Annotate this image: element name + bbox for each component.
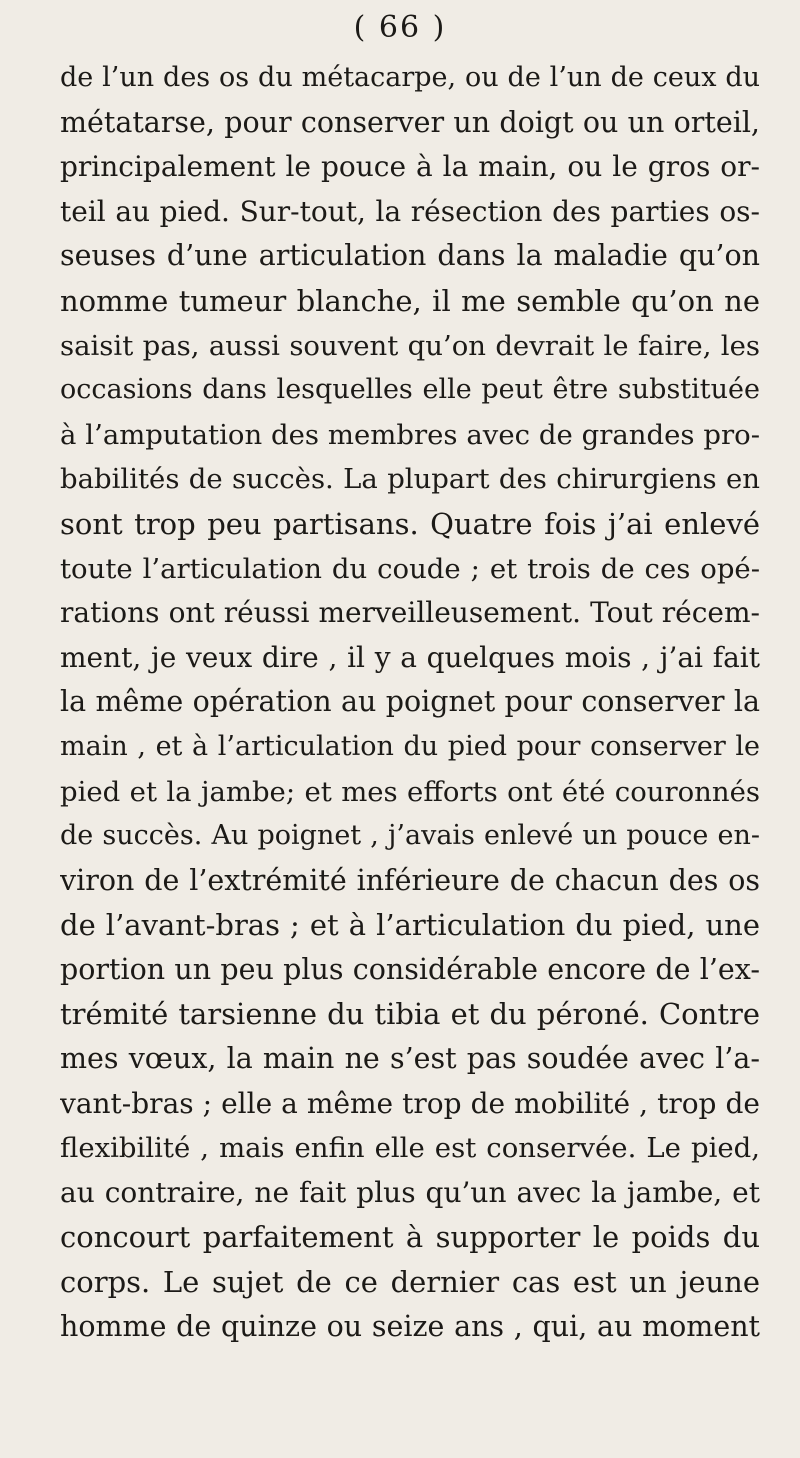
text-line-5: seuses d’une articulation dans la maladie qu’on bbox=[60, 239, 760, 273]
text-line-16: main , et à l’articulation du pied pour conserver le bbox=[60, 730, 760, 762]
page-number: ( 66 ) bbox=[353, 10, 447, 45]
text-line-27: concourt parfaitement à supporter le poids du bbox=[60, 1220, 760, 1255]
text-line-13: rations ont réussi merveilleusement. Tout récem- bbox=[60, 596, 760, 630]
text-line-3: principalement le pouce à la main, ou le gros or- bbox=[60, 150, 760, 184]
text-line-9: à l’amputation des membres avec de grandes pro- bbox=[60, 418, 760, 451]
text-line-8: occasions dans lesquelles elle peut être substituée bbox=[60, 374, 760, 406]
text-line-23: mes vœux, la main ne s’est pas soudée avec l’a- bbox=[60, 1042, 760, 1076]
text-line-12: toute l’articulation du coude ; et trois de ces opé- bbox=[60, 552, 760, 585]
text-line-21: portion un peu plus considérable encore de l’ex- bbox=[60, 952, 760, 986]
text-line-14: ment, je veux dire , il y a quelques mois , j’ai fait bbox=[60, 640, 760, 674]
text-line-1: de l’un des os du métacarpe, ou de l’un de ceux du bbox=[60, 62, 760, 93]
text-line-29: homme de quinze ou seize ans , qui, au moment bbox=[60, 1309, 760, 1343]
text-line-7: saisit pas, aussi souvent qu’on devrait le faire, les bbox=[60, 329, 760, 362]
text-line-15: la même opération au poignet pour conserver la bbox=[60, 685, 760, 719]
text-line-2: métatarse, pour conserver un doigt ou un orteil, bbox=[60, 105, 760, 139]
text-line-11: sont trop peu partisans. Quatre fois j’ai enlevé bbox=[60, 506, 760, 541]
text-line-10: babilités de succès. La plupart des chirurgiens en bbox=[60, 463, 760, 496]
text-line-17: pied et la jambe; et mes efforts ont été couronnés bbox=[60, 775, 760, 808]
text-line-25: flexibilité , mais enfin elle est conservée. Le pied, bbox=[60, 1132, 760, 1165]
text-line-19: viron de l’extrémité inférieure de chacun des os bbox=[60, 863, 760, 897]
text-line-22: trémité tarsienne du tibia et du péroné. Contre bbox=[60, 997, 760, 1032]
body-text bbox=[60, 56, 760, 1349]
text-line-28: corps. Le sujet de ce dernier cas est un jeune bbox=[60, 1265, 760, 1300]
text-line-20: de l’avant-bras ; et à l’articulation du pied, une bbox=[60, 908, 760, 943]
text-line-24: vant-bras ; elle a même trop de mobilité , trop de bbox=[60, 1086, 760, 1120]
text-line-26: au contraire, ne fait plus qu’un avec la jambe, et bbox=[60, 1175, 760, 1209]
text-line-18: de succès. Au poignet , j’avais enlevé un pouce en- bbox=[60, 820, 760, 852]
text-line-6: nomme tumeur blanche, il me semble qu’on ne bbox=[60, 283, 760, 318]
text-line-4: teil au pied. Sur-tout, la résection des parties os- bbox=[60, 194, 760, 228]
